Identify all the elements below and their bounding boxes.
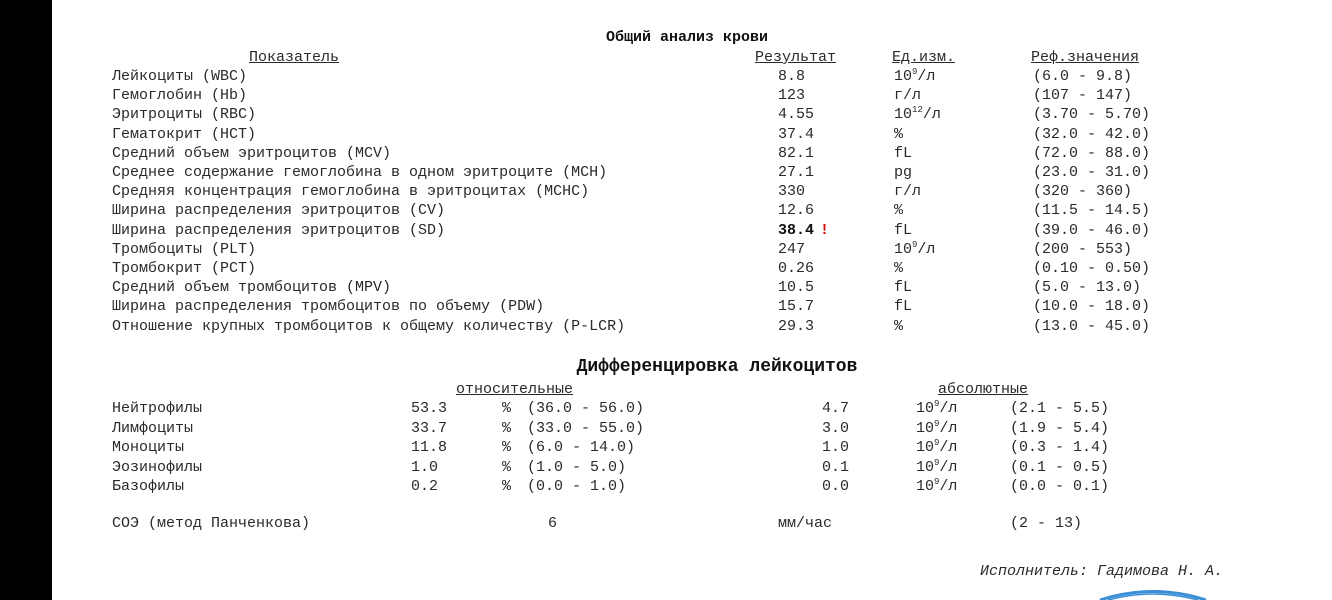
row-name: Гемоглобин (Hb)	[112, 87, 248, 105]
row-ref: (320 - 360)	[1033, 183, 1133, 201]
row-result: 29.3	[778, 317, 815, 335]
diff-relative-header: относительные	[456, 381, 574, 398]
row-ref: (23.0 - 31.0)	[1033, 164, 1151, 181]
diff-abs-ref: (1.9 - 5.4)	[1010, 419, 1110, 437]
row-unit: %	[894, 202, 904, 220]
row-name: Ширина распределения эритроцитов (CV)	[112, 202, 446, 220]
diff-abs-ref: (0.3 - 1.4)	[1010, 439, 1110, 456]
diff-rel-unit: %	[502, 439, 512, 456]
row-unit: fL	[894, 144, 913, 162]
diff-rel-ref: (0.0 - 1.0)	[527, 478, 627, 495]
diff-abs-unit: $10^9/л$	[916, 418, 958, 437]
diff-abs-value: 4.7	[822, 400, 850, 417]
row-unit: %	[894, 125, 904, 143]
diff-rel-value: 0.2	[411, 478, 439, 495]
row-name: Средний объем тромбоцитов (MPV)	[112, 279, 392, 297]
row-name: Средний объем эритроцитов (MCV)	[112, 144, 392, 162]
header-param: Показатель	[249, 49, 340, 66]
diff-rel-unit: %	[502, 400, 512, 417]
row-result: 12.6	[778, 202, 815, 220]
diff-title: Дифференцировка лейкоцитов	[576, 357, 858, 377]
abnormal-flag: !	[820, 221, 830, 239]
row-ref: (0.10 - 0.50)	[1033, 260, 1151, 277]
diff-rel-unit: %	[502, 458, 512, 476]
diff-rel-value: 33.7	[411, 419, 448, 437]
diff-abs-ref: (0.1 - 0.5)	[1010, 458, 1110, 476]
diff-rel-value: 1.0	[411, 458, 439, 476]
diff-absolute-header: абсолютные	[938, 381, 1029, 398]
row-ref: (11.5 - 14.5)	[1033, 202, 1151, 220]
row-name: Тромбокрит (PCT)	[112, 260, 257, 277]
table-row	[0, 105, 1332, 124]
stamp-icon	[1098, 589, 1208, 600]
row-name: Эритроциты (RBC)	[112, 106, 257, 124]
row-result: 10.5	[778, 279, 815, 297]
diff-rel-unit: %	[502, 419, 512, 437]
row-result: 38.4 !	[778, 221, 830, 239]
row-unit: $10^9/л$	[894, 239, 936, 258]
table-row	[0, 317, 1332, 336]
table-row	[0, 221, 1332, 240]
diff-rel-ref: (36.0 - 56.0)	[527, 400, 645, 417]
row-ref: (32.0 - 42.0)	[1033, 125, 1151, 143]
row-unit: fL	[894, 279, 913, 297]
row-ref: (5.0 - 13.0)	[1033, 279, 1142, 297]
row-ref: (200 - 553)	[1033, 240, 1133, 258]
table-row	[0, 278, 1332, 297]
diff-rel-ref: (6.0 - 14.0)	[527, 439, 636, 456]
row-unit: $10^{12}/л$	[894, 105, 941, 124]
diff-abs-unit: $10^9/л$	[916, 399, 958, 417]
row-ref: (72.0 - 88.0)	[1033, 144, 1151, 162]
diff-abs-value: 3.0	[822, 419, 850, 437]
table-row	[0, 67, 1332, 86]
row-ref: (13.0 - 45.0)	[1033, 317, 1151, 335]
diff-name: Эозинофилы	[112, 458, 203, 476]
row-name: Лейкоциты (WBC)	[112, 68, 248, 85]
row-ref: (3.70 - 5.70)	[1033, 106, 1151, 124]
diff-rel-value: 53.3	[411, 400, 448, 417]
header-ref: Реф.значения	[1031, 49, 1140, 66]
table-row	[0, 201, 1332, 220]
row-ref: (39.0 - 46.0)	[1033, 221, 1151, 239]
row-ref: (6.0 - 9.8)	[1033, 68, 1133, 85]
row-unit: г/л	[894, 87, 922, 105]
table-row	[0, 259, 1332, 278]
table-row	[0, 163, 1332, 182]
row-result: 0.26	[778, 260, 815, 277]
soe-value: 6	[548, 515, 558, 532]
soe-row	[0, 514, 1332, 533]
row-unit: г/л	[894, 183, 922, 201]
page-title: Общий анализ крови	[605, 29, 769, 46]
diff-rel-unit: %	[502, 478, 512, 495]
row-result: 15.7	[778, 298, 815, 316]
row-name: Ширина распределения эритроцитов (SD)	[112, 221, 446, 239]
diff-name: Моноциты	[112, 439, 185, 456]
diff-name: Лимфоциты	[112, 419, 194, 437]
diff-abs-value: 1.0	[822, 439, 850, 456]
diff-row	[0, 458, 1332, 477]
diff-rel-ref: (33.0 - 55.0)	[527, 419, 645, 437]
row-result: 8.8	[778, 68, 806, 85]
row-unit: pg	[894, 164, 913, 181]
diff-row	[0, 419, 1332, 438]
row-result: 123	[778, 87, 806, 105]
row-result: 27.1	[778, 164, 815, 181]
soe-name: СОЭ (метод Панченкова)	[112, 515, 311, 532]
diff-row	[0, 438, 1332, 457]
table-row	[0, 125, 1332, 144]
diff-row	[0, 399, 1332, 418]
soe-unit: мм/час	[778, 515, 833, 532]
row-unit: %	[894, 317, 904, 335]
table-row	[0, 182, 1332, 201]
row-result: 247	[778, 240, 806, 258]
row-unit: fL	[894, 221, 913, 239]
row-name: Средняя концентрация гемоглобина в эритроцитах (MCHC)	[112, 183, 590, 201]
row-name: Отношение крупных тромбоцитов к общему количеству (P-LCR)	[112, 317, 626, 335]
row-result: 4.55	[778, 106, 815, 124]
row-result: 82.1	[778, 144, 815, 162]
table-row	[0, 144, 1332, 163]
diff-name: Базофилы	[112, 478, 185, 495]
row-result: 330	[778, 183, 806, 201]
row-result: 37.4	[778, 125, 815, 143]
diff-abs-ref: (0.0 - 0.1)	[1010, 478, 1110, 495]
table-row	[0, 86, 1332, 105]
row-ref: (107 - 147)	[1033, 87, 1133, 105]
table-row	[0, 240, 1332, 259]
diff-abs-unit: $10^9/л$	[916, 477, 958, 495]
diff-abs-unit: $10^9/л$	[916, 457, 958, 476]
diff-abs-ref: (2.1 - 5.5)	[1010, 400, 1110, 417]
diff-abs-value: 0.0	[822, 478, 850, 495]
diff-abs-unit: $10^9/л$	[916, 438, 958, 456]
row-name: Тромбоциты (PLT)	[112, 240, 257, 258]
header-result: Результат	[755, 49, 837, 66]
diff-name: Нейтрофилы	[112, 400, 203, 417]
diff-rel-ref: (1.0 - 5.0)	[527, 458, 627, 476]
row-name: Ширина распределения тромбоцитов по объему (PDW)	[112, 298, 545, 316]
row-name: Гематокрит (HCT)	[112, 125, 257, 143]
table-row	[0, 297, 1332, 316]
row-unit: fL	[894, 298, 913, 316]
row-unit: %	[894, 260, 904, 277]
executor-signature: Исполнитель: Гадимова Н. А.	[980, 563, 1224, 580]
row-unit: $10^9/л$	[894, 67, 936, 85]
soe-ref: (2 - 13)	[1010, 515, 1083, 532]
diff-abs-value: 0.1	[822, 458, 850, 476]
diff-rel-value: 11.8	[411, 439, 448, 456]
header-unit: Ед.изм.	[892, 49, 956, 66]
diff-row	[0, 477, 1332, 496]
row-name: Среднее содержание гемоглобина в одном эритроците (MCH)	[112, 164, 608, 181]
row-ref: (10.0 - 18.0)	[1033, 298, 1151, 316]
